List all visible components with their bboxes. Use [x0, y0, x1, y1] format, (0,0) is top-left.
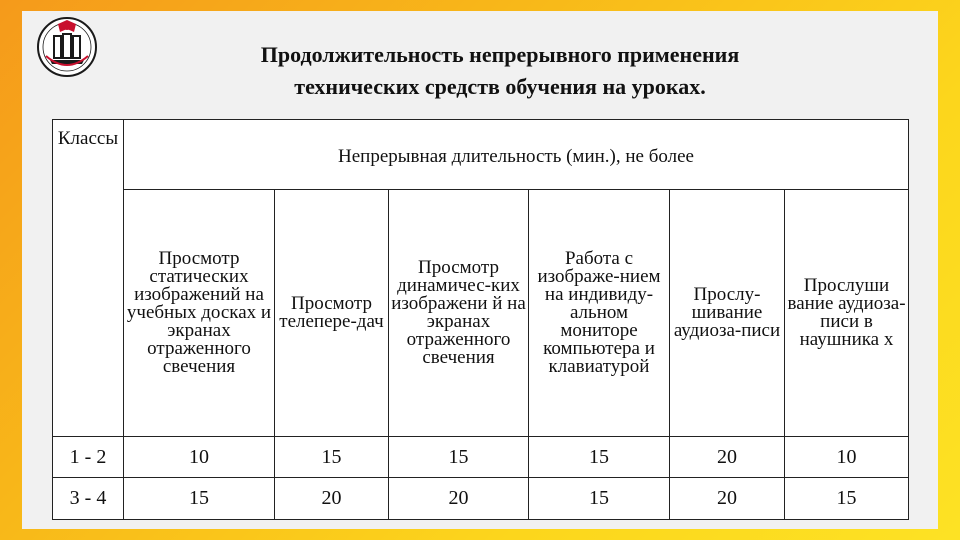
header-row [53, 120, 909, 190]
value-cell: 15 [529, 477, 670, 519]
value-cell: 10 [124, 437, 275, 477]
column-header: Просмотр динамичес-ких изображени й на экранах отраженного свечения [389, 189, 529, 437]
column-header: Прослуши вание аудиоза-писи в наушника х [785, 189, 909, 437]
value-cell: 20 [275, 477, 389, 519]
duration-table [52, 119, 909, 520]
value-cell: 20 [389, 477, 529, 519]
duration-header: Непрерывная длительность (мин.), не более [124, 120, 909, 190]
table-row [53, 437, 909, 477]
value-cell: 15 [389, 437, 529, 477]
table-row [53, 477, 909, 519]
value-cell: 15 [124, 477, 275, 519]
page-title [120, 39, 880, 103]
title-line-1: Продолжительность непрерывного применения [260, 42, 740, 67]
class-cell: 1 - 2 [53, 437, 124, 477]
column-header: Просмотр статических изображений на учебных досках и экранах отраженного свечения [124, 189, 275, 437]
title-line-2: технических средств обучения на уроках. [294, 74, 706, 99]
value-cell: 20 [670, 477, 785, 519]
column-header: Работа с изображе-нием на индивиду-альном мониторе компьютера и клавиатурой [529, 189, 670, 437]
value-cell: 15 [529, 437, 670, 477]
value-cell: 15 [785, 477, 909, 519]
column-header: Прослу-шивание аудиоза-писи [670, 189, 785, 437]
school-emblem-icon [36, 16, 98, 78]
class-cell: 3 - 4 [53, 477, 124, 519]
subheader-row [53, 189, 909, 437]
column-header: Просмотр телепере-дач [275, 189, 389, 437]
class-header: Классы [53, 120, 124, 437]
value-cell: 20 [670, 437, 785, 477]
value-cell: 15 [275, 437, 389, 477]
value-cell: 10 [785, 437, 909, 477]
